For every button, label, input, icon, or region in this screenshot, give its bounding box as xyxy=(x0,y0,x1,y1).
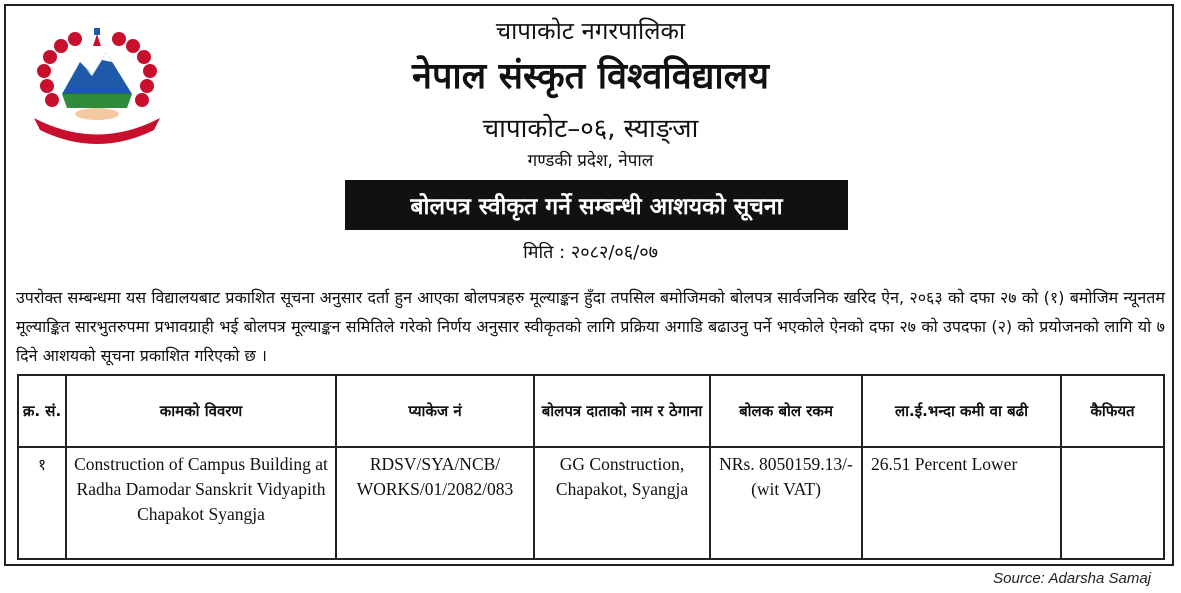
header-package: प्याकेज नं xyxy=(336,375,534,447)
province-name: गण्डकी प्रदेश, नेपाल xyxy=(527,151,654,171)
header-remarks: कैफियत xyxy=(1061,375,1164,447)
header-variance: ला.ई.भन्दा कमी वा बढी xyxy=(862,375,1061,447)
bid-award-table xyxy=(17,374,1165,560)
institution-name: नेपाल संस्कृत विश्वविद्यालय xyxy=(411,56,770,97)
header-description: कामको विवरण xyxy=(66,375,336,447)
notice-date: मिति : २०८२/०६/०७ xyxy=(523,242,658,263)
table-header-row xyxy=(18,375,1164,447)
institution-address: चापाकोट–०६, स्याङ्जा xyxy=(482,114,699,144)
cell-bidder: GG Construction, Chapakot, Syangja xyxy=(534,447,710,559)
source-credit: Source: Adarsha Samaj xyxy=(993,570,1151,587)
notice-title: बोलपत्र स्वीकृत गर्ने सम्बन्धी आशयको सूचना xyxy=(410,194,783,220)
cell-sn: १ xyxy=(18,447,66,559)
header-bidder: बोलपत्र दाताको नाम र ठेगाना xyxy=(534,375,710,447)
municipality-name: चापाकोट नगरपालिका xyxy=(495,17,686,45)
table-row xyxy=(18,447,1164,559)
cell-amount: NRs. 8050159.13/- (wit VAT) xyxy=(710,447,862,559)
cell-description: Construction of Campus Building at Radha Damodar Sanskrit Vidyapith Chapakot Syangja xyxy=(66,447,336,559)
cell-variance: 26.51 Percent Lower xyxy=(862,447,1061,559)
cell-package: RDSV/SYA/NCB/ WORKS/01/2082/083 xyxy=(336,447,534,559)
header-sn: क्र. सं. xyxy=(18,375,66,447)
cell-remarks xyxy=(1061,447,1164,559)
notice-title-banner xyxy=(345,180,848,230)
header-amount: बोलक बोल रकम xyxy=(710,375,862,447)
notice-body: उपरोक्त सम्बन्धमा यस विद्यालयबाट प्रकाशित सूचना अनुसार दर्ता हुन आएका बोलपत्रहरु मूल्याङ्कन हुँदा तपसिल बमोजिमको बोलपत्र सार्वजनिक खरिद ऐन, २०६३ को दफा २७ को (१) बमोजिम न्यूनतम मूल्याङ्कित सारभुतरुपमा प्रभावग्राही भई बोलपत्र मूल्याङ्कन समितिले गरेको निर्णय अनुसार स्वीकृतको लागि प्रक्रिया अगाडि बढाउनु पर्ने भएकोले ऐनको दफा २७ को उपदफा (२) को प्रयोजनको लागि यो ७ दिने आशयको सूचना प्रकाशित गरिएको छ । xyxy=(16,288,1165,365)
